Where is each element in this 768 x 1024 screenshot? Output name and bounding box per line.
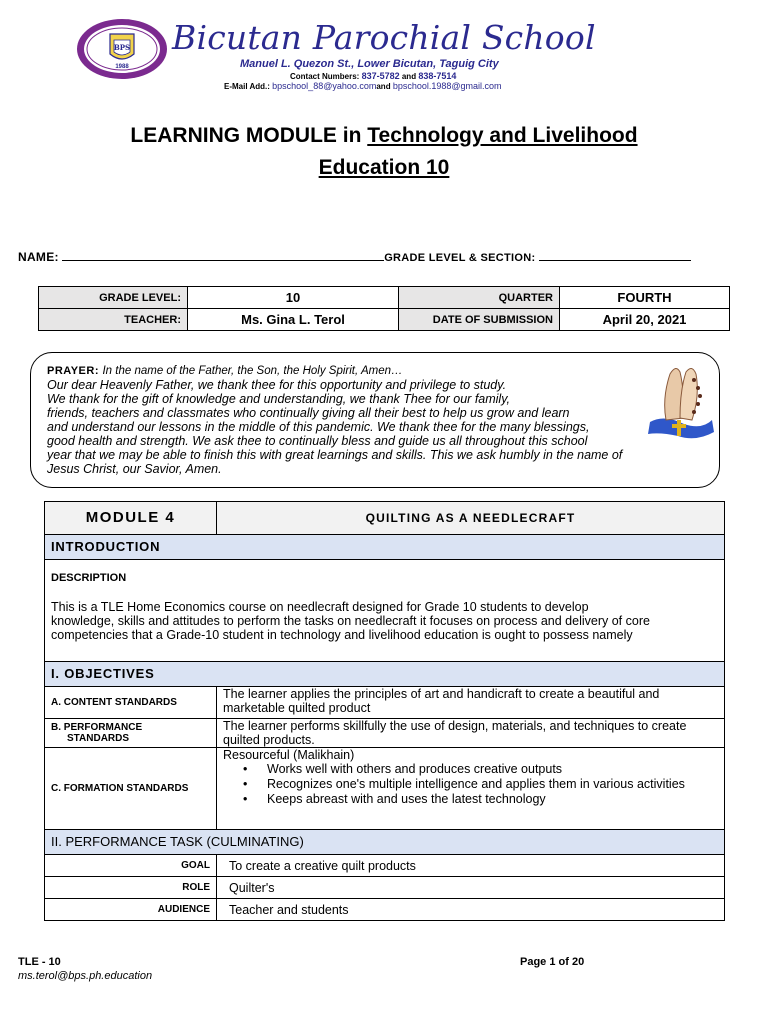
contact-number-1: 837-5782 — [361, 71, 400, 81]
contact-and: and — [401, 72, 417, 81]
table-row — [45, 502, 725, 535]
content-standards-label: A. CONTENT STANDARDS — [45, 687, 217, 719]
prayer-box — [30, 352, 720, 488]
prayer-line-4: friends, teachers and classmates who continually giving all their best to help us grow and learn — [47, 406, 570, 420]
table-row — [39, 287, 730, 309]
grade-section-blank[interactable] — [539, 251, 691, 261]
list-item: • Recognizes one's multiple intelligence and applies them in various activities — [243, 777, 718, 792]
title-prefix: LEARNING MODULE in — [130, 124, 362, 147]
name-line — [18, 250, 718, 264]
table-row — [45, 662, 725, 687]
formation-heading: Resourceful (Malikhain) — [223, 748, 355, 762]
formation-standards-label: C. FORMATION STANDARDS — [45, 748, 217, 830]
contact-number-2: 838-7514 — [418, 71, 457, 81]
audience-value: Teacher and students — [217, 899, 725, 921]
goal-label: GOAL — [45, 855, 217, 877]
title-subject-1: Technology and Livelihood — [367, 124, 638, 147]
page-prefix: Page — [520, 956, 547, 968]
formation-standards-cell — [217, 748, 725, 830]
footer-email: ms.terol@bps.ph.education — [18, 970, 153, 982]
objectives-header: I. OBJECTIVES — [45, 662, 725, 687]
table-row — [45, 855, 725, 877]
performance-standards-label-2: STANDARDS — [67, 733, 130, 744]
email-1: bpschool_88@yahoo.com — [272, 81, 377, 91]
table-row — [45, 830, 725, 855]
school-logo — [76, 18, 168, 80]
table-row — [45, 687, 725, 719]
module-title-line2 — [0, 156, 768, 180]
prayer-line-8: Jesus Christ, our Savior, Amen. — [47, 462, 222, 476]
introduction-header: INTRODUCTION — [45, 535, 725, 560]
table-row — [45, 748, 725, 830]
audience-label: AUDIENCE — [45, 899, 217, 921]
description-line-1: This is a TLE Home Economics course on needlecraft designed for Grade 10 students to develop — [51, 600, 589, 614]
quarter-label: QUARTER — [399, 287, 560, 309]
prayer-line-2: Our dear Heavenly Father, we thank thee for this opportunity and privilege to study. — [47, 378, 507, 392]
page-total: 20 — [572, 956, 585, 968]
logo-year: 1988 — [115, 64, 129, 70]
content-standards-text: The learner applies the principles of art and handicraft to create a beautiful and marketable quilted product — [217, 687, 725, 719]
contact-numbers — [290, 71, 456, 81]
prayer-line-7: year that we may be able to finish this with great learnings and skills. This we ask humbly in the name of — [47, 448, 623, 462]
grade-level-value: 10 — [188, 287, 399, 309]
table-row — [45, 560, 725, 662]
performance-task-header: II. PERFORMANCE TASK (CULMINATING) — [45, 830, 725, 855]
description-line-3: competencies that a Grade-10 student in technology and livelihood education is ought to possess namely — [51, 628, 633, 642]
prayer-line-1: In the name of the Father, the Son, the Holy Spirit, Amen… — [102, 365, 403, 377]
module-topic: QUILTING AS A NEEDLECRAFT — [217, 502, 725, 535]
description-label: DESCRIPTION — [51, 572, 127, 584]
name-label: NAME: — [18, 250, 59, 264]
praying-hands-icon — [644, 360, 716, 442]
info-table — [38, 286, 730, 331]
list-item: • Keeps abreast with and uses the latest technology — [243, 792, 718, 807]
quarter-value: FOURTH — [560, 287, 730, 309]
school-address: Manuel L. Quezon St., Lower Bicutan, Taguig City — [240, 58, 499, 70]
description-cell — [45, 560, 725, 662]
footer-course: TLE - 10 — [18, 956, 61, 968]
logo-letters: BPS — [113, 43, 131, 52]
page-current: 1 — [549, 956, 556, 968]
submission-value: April 20, 2021 — [560, 309, 730, 331]
page-of: of — [558, 956, 569, 968]
table-row — [45, 535, 725, 560]
list-item: • Works well with others and produces creative outputs — [243, 762, 718, 777]
submission-label: DATE OF SUBMISSION — [399, 309, 560, 331]
title-subject-2: Education 10 — [318, 156, 450, 179]
prayer-line-5: and understand our lessons in the middle of this pandemic. We thank thee for the many blessings, — [47, 420, 590, 434]
table-row — [39, 309, 730, 331]
teacher-value: Ms. Gina L. Terol — [188, 309, 399, 331]
performance-standards-text: The learner performs skillfully the use of design, materials, and techniques to create quilted products. — [217, 719, 725, 748]
email-2: bpschool.1988@gmail.com — [392, 81, 502, 91]
school-emails — [224, 81, 502, 91]
module-title-line1 — [0, 124, 768, 148]
teacher-label: TEACHER: — [39, 309, 188, 331]
page-number — [520, 956, 584, 968]
table-row — [45, 899, 725, 921]
formation-list — [223, 762, 718, 807]
description-line-2: knowledge, skills and attitudes to perform the tasks on needlecraft it focuses on process and delivery of core — [51, 614, 650, 628]
name-blank[interactable] — [62, 251, 384, 261]
module-table — [44, 501, 725, 921]
school-name: Bicutan Parochial School — [172, 18, 596, 57]
goal-value: To create a creative quilt products — [217, 855, 725, 877]
performance-standards-label-1: B. PERFORMANCE — [51, 722, 143, 733]
role-label: ROLE — [45, 877, 217, 899]
prayer-label: PRAYER: — [47, 365, 99, 377]
contact-label: Contact Numbers: — [290, 72, 360, 81]
role-value: Quilter's — [217, 877, 725, 899]
prayer-line-6: good health and strength. We ask thee to continually bless and guide us all throughout this school — [47, 434, 588, 448]
table-row — [45, 877, 725, 899]
grade-section-label: GRADE LEVEL & SECTION: — [384, 252, 536, 264]
performance-standards-label — [45, 719, 217, 748]
email-and: and — [376, 82, 391, 91]
table-row — [45, 719, 725, 748]
email-label: E-Mail Add.: — [224, 82, 270, 91]
grade-level-label: GRADE LEVEL: — [39, 287, 188, 309]
prayer-line-3: We thank for the gift of knowledge and understanding, we thank Thee for our family, — [47, 392, 511, 406]
module-number: MODULE 4 — [45, 502, 217, 535]
